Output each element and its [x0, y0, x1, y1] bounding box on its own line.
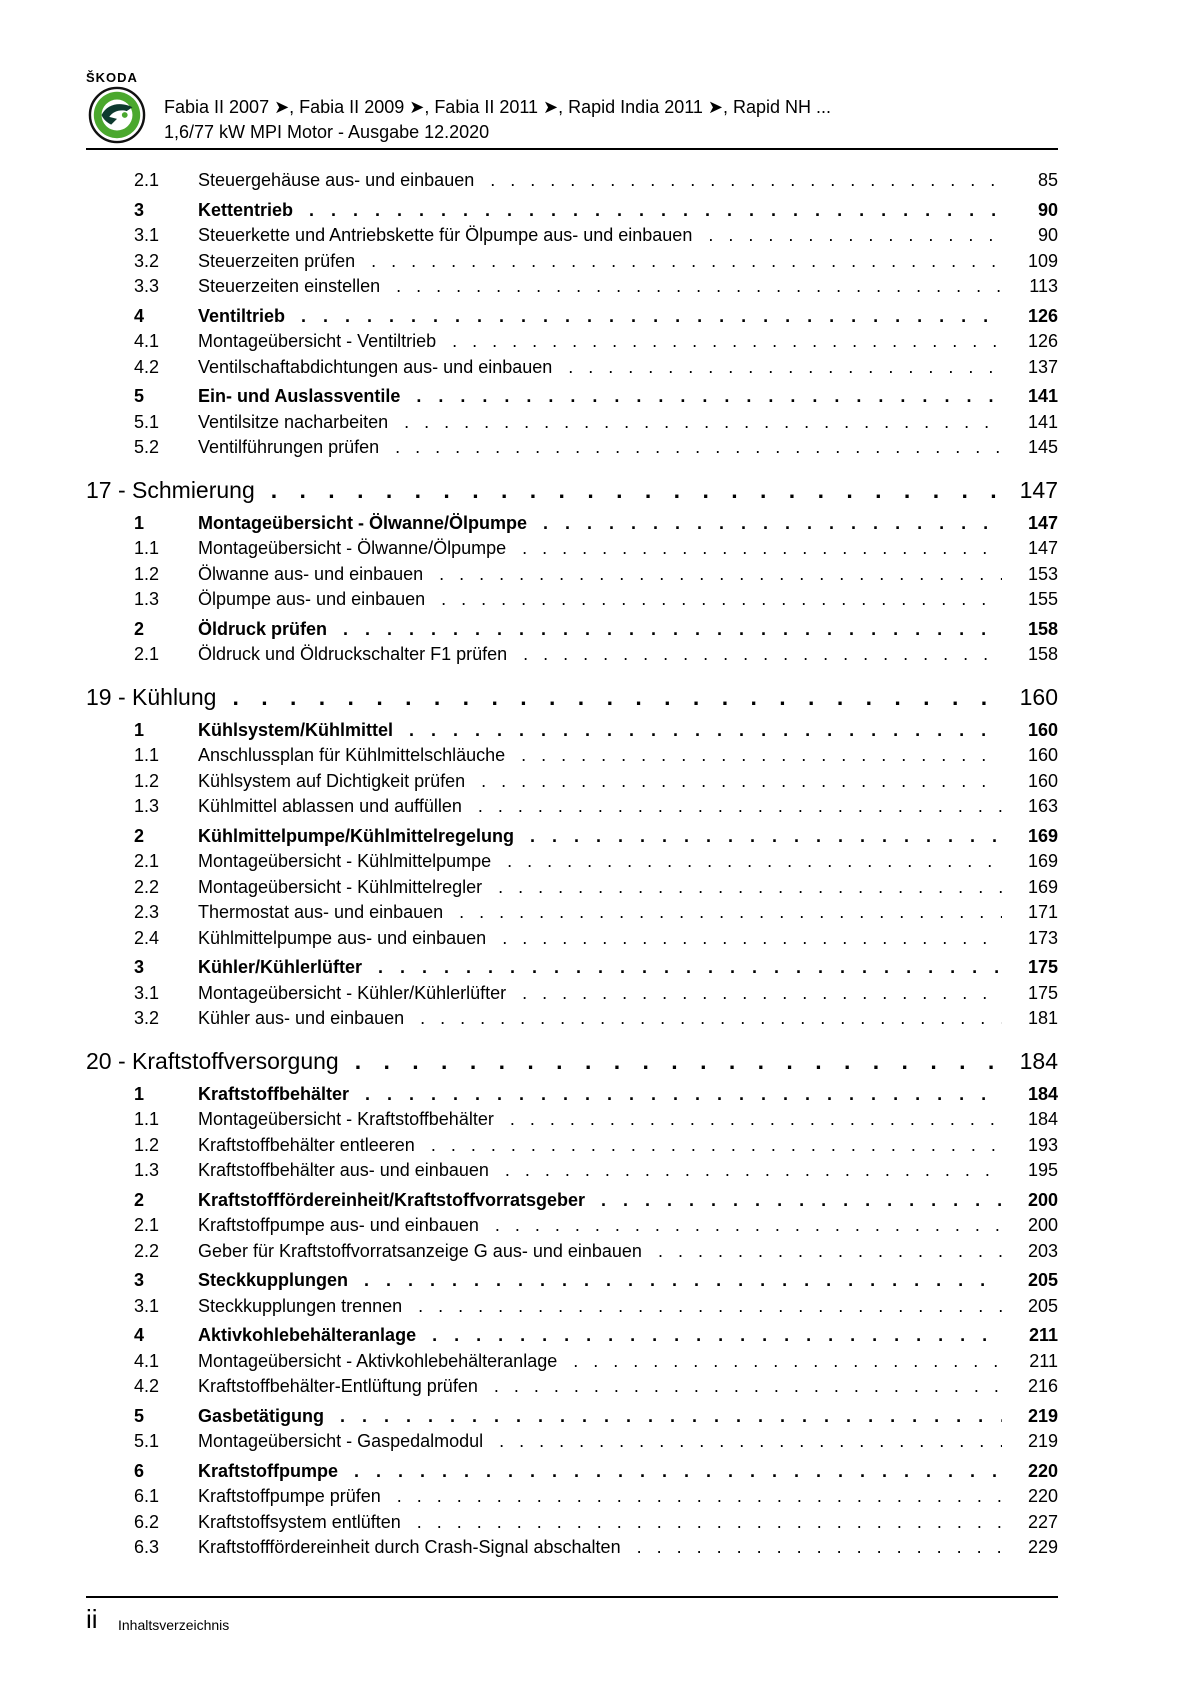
toc-page-number: 155 — [1027, 589, 1058, 609]
toc-title: Kraftstoffbehälter aus- und einbauen — [198, 1160, 489, 1180]
toc-number: 5.2 — [134, 437, 160, 457]
toc-page-number: 137 — [1027, 356, 1058, 377]
toc-entry[interactable] — [86, 1239, 1058, 1265]
toc-title: Steckkupplungen — [198, 1270, 349, 1290]
toc-number: 5 — [134, 1405, 145, 1426]
toc-title: Kraftstoffbehälter entleeren — [198, 1134, 415, 1155]
toc-leader-dots — [658, 1239, 1002, 1265]
toc-title: Montageübersicht - Ölwanne/Ölpumpe — [198, 512, 528, 533]
toc-title: Geber für Kraftstoffvorratsanzeige G aus- und einbauen — [198, 1240, 642, 1261]
toc-entry[interactable] — [86, 743, 1058, 769]
toc-page-number: 90 — [1037, 225, 1058, 245]
toc-entry[interactable] — [86, 1294, 1058, 1320]
toc-number: 6 — [134, 1460, 145, 1481]
toc-leader-dots — [499, 1429, 1002, 1455]
toc-leader-dots — [459, 900, 1002, 926]
toc-number: 3.1 — [134, 982, 160, 1003]
toc-number: 2.4 — [134, 927, 160, 948]
toc-leader-dots — [522, 536, 1002, 562]
toc-number: 3 — [134, 957, 145, 977]
toc-leader-dots — [495, 1213, 1002, 1239]
toc-title: Montageübersicht - Gaspedalmodul — [198, 1431, 484, 1451]
toc-title: Kühler aus- und einbauen — [198, 1008, 405, 1028]
toc-leader-dots — [498, 875, 1002, 901]
toc-section[interactable] — [86, 1323, 1058, 1349]
page-number: ii — [86, 1604, 98, 1634]
toc-title: Kühlsystem auf Dichtigkeit prüfen — [198, 770, 466, 791]
toc-section[interactable] — [86, 198, 1058, 224]
toc-title: Steuerkette und Antriebskette für Ölpumpe aus- und einbauen — [198, 225, 693, 245]
toc-entry[interactable] — [86, 562, 1058, 588]
toc-page-number: 200 — [1027, 1215, 1058, 1235]
toc-leader-dots — [522, 981, 1002, 1007]
toc-title: Kühlmittelpumpe/Kühlmittelregelung — [198, 825, 515, 846]
toc-number: 4 — [134, 305, 145, 326]
toc-title: Öldruck und Öldruckschalter F1 prüfen — [198, 644, 508, 664]
toc-number: 6.2 — [134, 1511, 160, 1532]
toc-number: 1 — [134, 719, 145, 740]
table-of-contents — [86, 168, 1058, 1561]
toc-section[interactable] — [86, 955, 1058, 981]
toc-leader-dots — [494, 1374, 1002, 1400]
toc-page-number: 205 — [1027, 1270, 1058, 1290]
toc-page-number: 220 — [1027, 1486, 1058, 1506]
toc-section[interactable] — [86, 1268, 1058, 1294]
toc-number: 1.2 — [134, 1134, 160, 1155]
toc-leader-dots — [404, 410, 1002, 436]
toc-leader-dots — [409, 718, 1002, 744]
toc-page-number: 141 — [1027, 411, 1058, 432]
toc-title: Montageübersicht - Kraftstoffbehälter — [198, 1109, 494, 1129]
toc-number: 2.3 — [134, 902, 160, 922]
toc-page-number: 147 — [1019, 476, 1058, 503]
toc-entry[interactable] — [86, 274, 1058, 300]
toc-title: Kraftstoffpumpe prüfen — [198, 1486, 381, 1506]
toc-entry[interactable] — [86, 249, 1058, 275]
toc-title: 20 - Kraftstoffversorgung — [86, 1047, 339, 1074]
toc-title: Kühler/Kühlerlüfter — [198, 957, 363, 977]
toc-title: Gasbetätigung — [198, 1405, 325, 1426]
toc-page-number: 160 — [1027, 770, 1058, 791]
toc-title: Ventiltrieb — [198, 305, 286, 326]
toc-entry[interactable] — [86, 587, 1058, 613]
document-subtitle: 1,6/77 kW MPI Motor - Ausgabe 12.2020 — [164, 122, 490, 142]
toc-title: Ein- und Auslassventile — [198, 386, 401, 406]
toc-section[interactable] — [86, 617, 1058, 643]
toc-page-number: 85 — [1037, 170, 1058, 190]
toc-leader-dots — [364, 1268, 1002, 1294]
toc-leader-dots — [507, 849, 1002, 875]
toc-entry[interactable] — [86, 1510, 1058, 1536]
toc-section[interactable] — [86, 824, 1058, 850]
toc-page-number: 147 — [1027, 538, 1058, 558]
toc-number: 1.2 — [134, 770, 160, 791]
toc-entry[interactable] — [86, 168, 1058, 194]
toc-number: 3.1 — [134, 225, 160, 245]
toc-number: 1.1 — [134, 745, 160, 765]
toc-page-number: 175 — [1027, 957, 1058, 977]
toc-page-number: 109 — [1027, 250, 1058, 271]
toc-page-number: 181 — [1027, 1008, 1058, 1028]
toc-leader-dots — [439, 562, 1002, 588]
toc-entry[interactable] — [86, 642, 1058, 668]
page-header — [86, 68, 1056, 148]
toc-leader-dots — [530, 824, 1002, 850]
brand-wordmark: ŠKODA — [86, 70, 138, 85]
toc-leader-dots — [521, 743, 1002, 769]
toc-page-number: 169 — [1027, 851, 1058, 871]
toc-leader-dots — [502, 926, 1002, 952]
toc-leader-dots — [637, 1535, 1002, 1561]
toc-page-number: 220 — [1027, 1460, 1058, 1481]
toc-title: Montageübersicht - Aktivkohlebehälteranlage — [198, 1350, 558, 1371]
toc-section[interactable] — [86, 1082, 1058, 1108]
toc-title: Kraftstoffsystem entlüften — [198, 1511, 401, 1532]
toc-number: 1.3 — [134, 796, 160, 816]
toc-page-number: 184 — [1019, 1047, 1058, 1074]
toc-number: 2.2 — [134, 876, 160, 897]
toc-section[interactable] — [86, 304, 1058, 330]
toc-entry[interactable] — [86, 981, 1058, 1007]
toc-number: 1.3 — [134, 589, 160, 609]
toc-leader-dots — [378, 955, 1002, 981]
toc-leader-dots — [232, 680, 1002, 714]
toc-page-number: 163 — [1027, 796, 1058, 816]
toc-title: Kraftstofffördereinheit/Kraftstoffvorratsgeber — [198, 1189, 586, 1210]
toc-leader-dots — [490, 168, 1002, 194]
toc-number: 4.2 — [134, 356, 160, 377]
toc-number: 3 — [134, 199, 145, 220]
toc-leader-dots — [343, 617, 1002, 643]
toc-number: 6.1 — [134, 1486, 160, 1506]
toc-leader-dots — [271, 473, 1002, 507]
toc-leader-dots — [340, 1404, 1002, 1430]
toc-entry[interactable] — [86, 769, 1058, 795]
toc-title: Steuerzeiten prüfen — [198, 250, 356, 271]
toc-title: Kraftstoffbehälter-Entlüftung prüfen — [198, 1376, 478, 1396]
toc-leader-dots — [543, 511, 1002, 537]
toc-title: Öldruck prüfen — [198, 618, 328, 639]
toc-leader-dots — [396, 274, 1002, 300]
toc-number: 1.1 — [134, 1109, 160, 1129]
toc-entry[interactable] — [86, 1213, 1058, 1239]
toc-page-number: 229 — [1027, 1537, 1058, 1557]
toc-chapter[interactable] — [86, 473, 1058, 507]
toc-page-number: 158 — [1027, 618, 1058, 639]
toc-number: 6.3 — [134, 1537, 160, 1557]
toc-page-number: 219 — [1027, 1431, 1058, 1451]
toc-entry[interactable] — [86, 435, 1058, 461]
toc-section[interactable] — [86, 1188, 1058, 1214]
toc-title: Ölwanne aus- und einbauen — [198, 563, 424, 584]
toc-number: 1 — [134, 1083, 145, 1104]
toc-page-number: 171 — [1027, 902, 1058, 922]
toc-number: 2.1 — [134, 1215, 160, 1235]
toc-leader-dots — [355, 1044, 1002, 1078]
toc-entry[interactable] — [86, 355, 1058, 381]
toc-page-number: 216 — [1027, 1376, 1058, 1396]
toc-title: 17 - Schmierung — [86, 476, 255, 503]
toc-title: Kühlsystem/Kühlmittel — [198, 719, 394, 740]
footer-divider — [86, 1596, 1058, 1598]
toc-leader-dots — [441, 587, 1002, 613]
toc-page-number: 200 — [1027, 1189, 1058, 1210]
toc-page-number: 169 — [1027, 825, 1058, 846]
toc-title: Kühlmittel ablassen und auffüllen — [198, 796, 462, 816]
toc-number: 3.1 — [134, 1295, 160, 1316]
toc-number: 4.2 — [134, 1376, 160, 1396]
toc-entry[interactable] — [86, 1535, 1058, 1561]
toc-page-number: 147 — [1027, 512, 1058, 533]
toc-title: Ventilschaftabdichtungen aus- und einbauen — [198, 356, 553, 377]
toc-title: Ventilführungen prüfen — [198, 437, 380, 457]
toc-number: 4 — [134, 1325, 145, 1345]
toc-number: 5.1 — [134, 1431, 160, 1451]
toc-page-number: 175 — [1027, 982, 1058, 1003]
toc-title: Montageübersicht - Kühlmittelpumpe — [198, 851, 492, 871]
toc-title: Montageübersicht - Kühler/Kühlerlüfter — [198, 982, 507, 1003]
toc-number: 3 — [134, 1270, 145, 1290]
toc-title: Thermostat aus- und einbauen — [198, 902, 444, 922]
toc-title: Montageübersicht - Kühlmittelregler — [198, 876, 483, 897]
toc-entry[interactable] — [86, 329, 1058, 355]
toc-title: Aktivkohlebehälteranlage — [198, 1325, 417, 1345]
toc-leader-dots — [452, 329, 1002, 355]
toc-entry[interactable] — [86, 1158, 1058, 1184]
toc-title: Montageübersicht - Ventiltrieb — [198, 331, 437, 351]
toc-title: Kraftstoffbehälter — [198, 1083, 350, 1104]
skoda-logo-icon — [88, 86, 146, 144]
toc-page-number: 160 — [1027, 745, 1058, 765]
toc-entry[interactable] — [86, 875, 1058, 901]
toc-page-number: 141 — [1027, 386, 1058, 406]
toc-page-number: 227 — [1027, 1511, 1058, 1532]
toc-number: 2.1 — [134, 644, 160, 664]
toc-title: Steuerzeiten einstellen — [198, 276, 381, 296]
toc-number: 3.3 — [134, 276, 160, 296]
toc-leader-dots — [395, 435, 1002, 461]
toc-number: 1.2 — [134, 563, 160, 584]
toc-title: Kraftstoffpumpe aus- und einbauen — [198, 1215, 479, 1235]
toc-entry[interactable] — [86, 900, 1058, 926]
toc-section[interactable] — [86, 1459, 1058, 1485]
toc-number: 2 — [134, 825, 145, 846]
toc-leader-dots — [568, 355, 1002, 381]
toc-page-number: 158 — [1027, 644, 1058, 664]
toc-page-number: 153 — [1027, 563, 1058, 584]
toc-page-number: 90 — [1037, 199, 1058, 220]
toc-page-number: 184 — [1027, 1109, 1058, 1129]
toc-leader-dots — [365, 1082, 1002, 1108]
toc-leader-dots — [354, 1459, 1002, 1485]
toc-number: 2.1 — [134, 170, 160, 190]
toc-page-number: 126 — [1027, 331, 1058, 351]
toc-page-number: 160 — [1027, 719, 1058, 740]
toc-page-number: 160 — [1019, 683, 1058, 710]
toc-title: Ventilsitze nacharbeiten — [198, 411, 389, 432]
toc-leader-dots — [510, 1107, 1002, 1133]
toc-chapter[interactable] — [86, 680, 1058, 714]
footer-label: Inhaltsverzeichnis — [118, 1617, 230, 1633]
toc-page-number: 203 — [1027, 1240, 1058, 1261]
toc-page-number: 184 — [1027, 1083, 1058, 1104]
toc-number: 4.1 — [134, 1350, 160, 1371]
toc-number: 5.1 — [134, 411, 160, 432]
toc-title: Ölpumpe aus- und einbauen — [198, 589, 426, 609]
toc-page-number: 126 — [1027, 305, 1058, 326]
toc-entry[interactable] — [86, 1429, 1058, 1455]
toc-entry[interactable] — [86, 1133, 1058, 1159]
toc-entry[interactable] — [86, 223, 1058, 249]
toc-page-number: 205 — [1027, 1295, 1058, 1316]
toc-title: Kraftstofffördereinheit durch Crash-Signal abschalten — [198, 1537, 621, 1557]
toc-title: Steuergehäuse aus- und einbauen — [198, 170, 475, 190]
toc-number: 1.3 — [134, 1160, 160, 1180]
toc-page-number: 195 — [1027, 1160, 1058, 1180]
toc-page-number: 211 — [1028, 1325, 1058, 1345]
toc-leader-dots — [417, 1510, 1002, 1536]
toc-title: Steckkupplungen trennen — [198, 1295, 403, 1316]
toc-page-number: 193 — [1027, 1134, 1058, 1155]
toc-page-number: 211 — [1029, 1350, 1058, 1371]
toc-section[interactable] — [86, 1404, 1058, 1430]
toc-leader-dots — [416, 384, 1002, 410]
toc-leader-dots — [481, 769, 1002, 795]
toc-entry[interactable] — [86, 1374, 1058, 1400]
toc-number: 1.1 — [134, 538, 160, 558]
toc-entry[interactable] — [86, 1006, 1058, 1032]
toc-section[interactable] — [86, 718, 1058, 744]
toc-leader-dots — [420, 1006, 1002, 1032]
document-title: Fabia II 2007 ➤, Fabia II 2009 ➤, Fabia II 2011 ➤, Rapid India 2011 ➤, Rapid NH ... — [164, 97, 832, 117]
header-divider — [86, 148, 1058, 150]
toc-section[interactable] — [86, 511, 1058, 537]
toc-number: 2 — [134, 1189, 145, 1210]
toc-page-number: 173 — [1027, 927, 1058, 948]
toc-leader-dots — [523, 642, 1002, 668]
toc-leader-dots — [309, 198, 1002, 224]
toc-page-number: 145 — [1027, 437, 1058, 457]
toc-page-number: 113 — [1029, 276, 1058, 296]
toc-number: 2.2 — [134, 1240, 160, 1261]
toc-entry[interactable] — [86, 849, 1058, 875]
toc-leader-dots — [478, 794, 1002, 820]
toc-leader-dots — [371, 249, 1002, 275]
toc-entry[interactable] — [86, 926, 1058, 952]
toc-entry[interactable] — [86, 794, 1058, 820]
toc-number: 5 — [134, 386, 145, 406]
toc-page-number: 169 — [1027, 876, 1058, 897]
toc-number: 3.2 — [134, 1008, 160, 1028]
toc-leader-dots — [505, 1158, 1002, 1184]
toc-section[interactable] — [86, 384, 1058, 410]
toc-title: Kettentrieb — [198, 199, 294, 220]
toc-title: Montageübersicht - Ölwanne/Ölpumpe — [198, 538, 507, 558]
toc-number: 3.2 — [134, 250, 160, 271]
toc-number: 2 — [134, 618, 145, 639]
toc-entry[interactable] — [86, 1484, 1058, 1510]
toc-entry[interactable] — [86, 1107, 1058, 1133]
toc-chapter[interactable] — [86, 1044, 1058, 1078]
toc-number: 4.1 — [134, 331, 160, 351]
toc-number: 1 — [134, 512, 145, 533]
toc-title: 19 - Kühlung — [86, 683, 217, 710]
toc-entry[interactable] — [86, 1349, 1058, 1375]
toc-leader-dots — [418, 1294, 1002, 1320]
toc-title: Kühlmittelpumpe aus- und einbauen — [198, 927, 487, 948]
toc-entry[interactable] — [86, 410, 1058, 436]
toc-leader-dots — [431, 1133, 1002, 1159]
toc-leader-dots — [301, 304, 1002, 330]
toc-entry[interactable] — [86, 536, 1058, 562]
toc-leader-dots — [432, 1323, 1002, 1349]
toc-title: Kraftstoffpumpe — [198, 1460, 338, 1481]
toc-leader-dots — [573, 1349, 1002, 1375]
toc-leader-dots — [708, 223, 1002, 249]
toc-title: Anschlussplan für Kühlmittelschläuche — [198, 745, 506, 765]
toc-number: 2.1 — [134, 851, 160, 871]
toc-leader-dots — [397, 1484, 1002, 1510]
toc-page-number: 219 — [1027, 1405, 1058, 1426]
toc-leader-dots — [601, 1188, 1002, 1214]
